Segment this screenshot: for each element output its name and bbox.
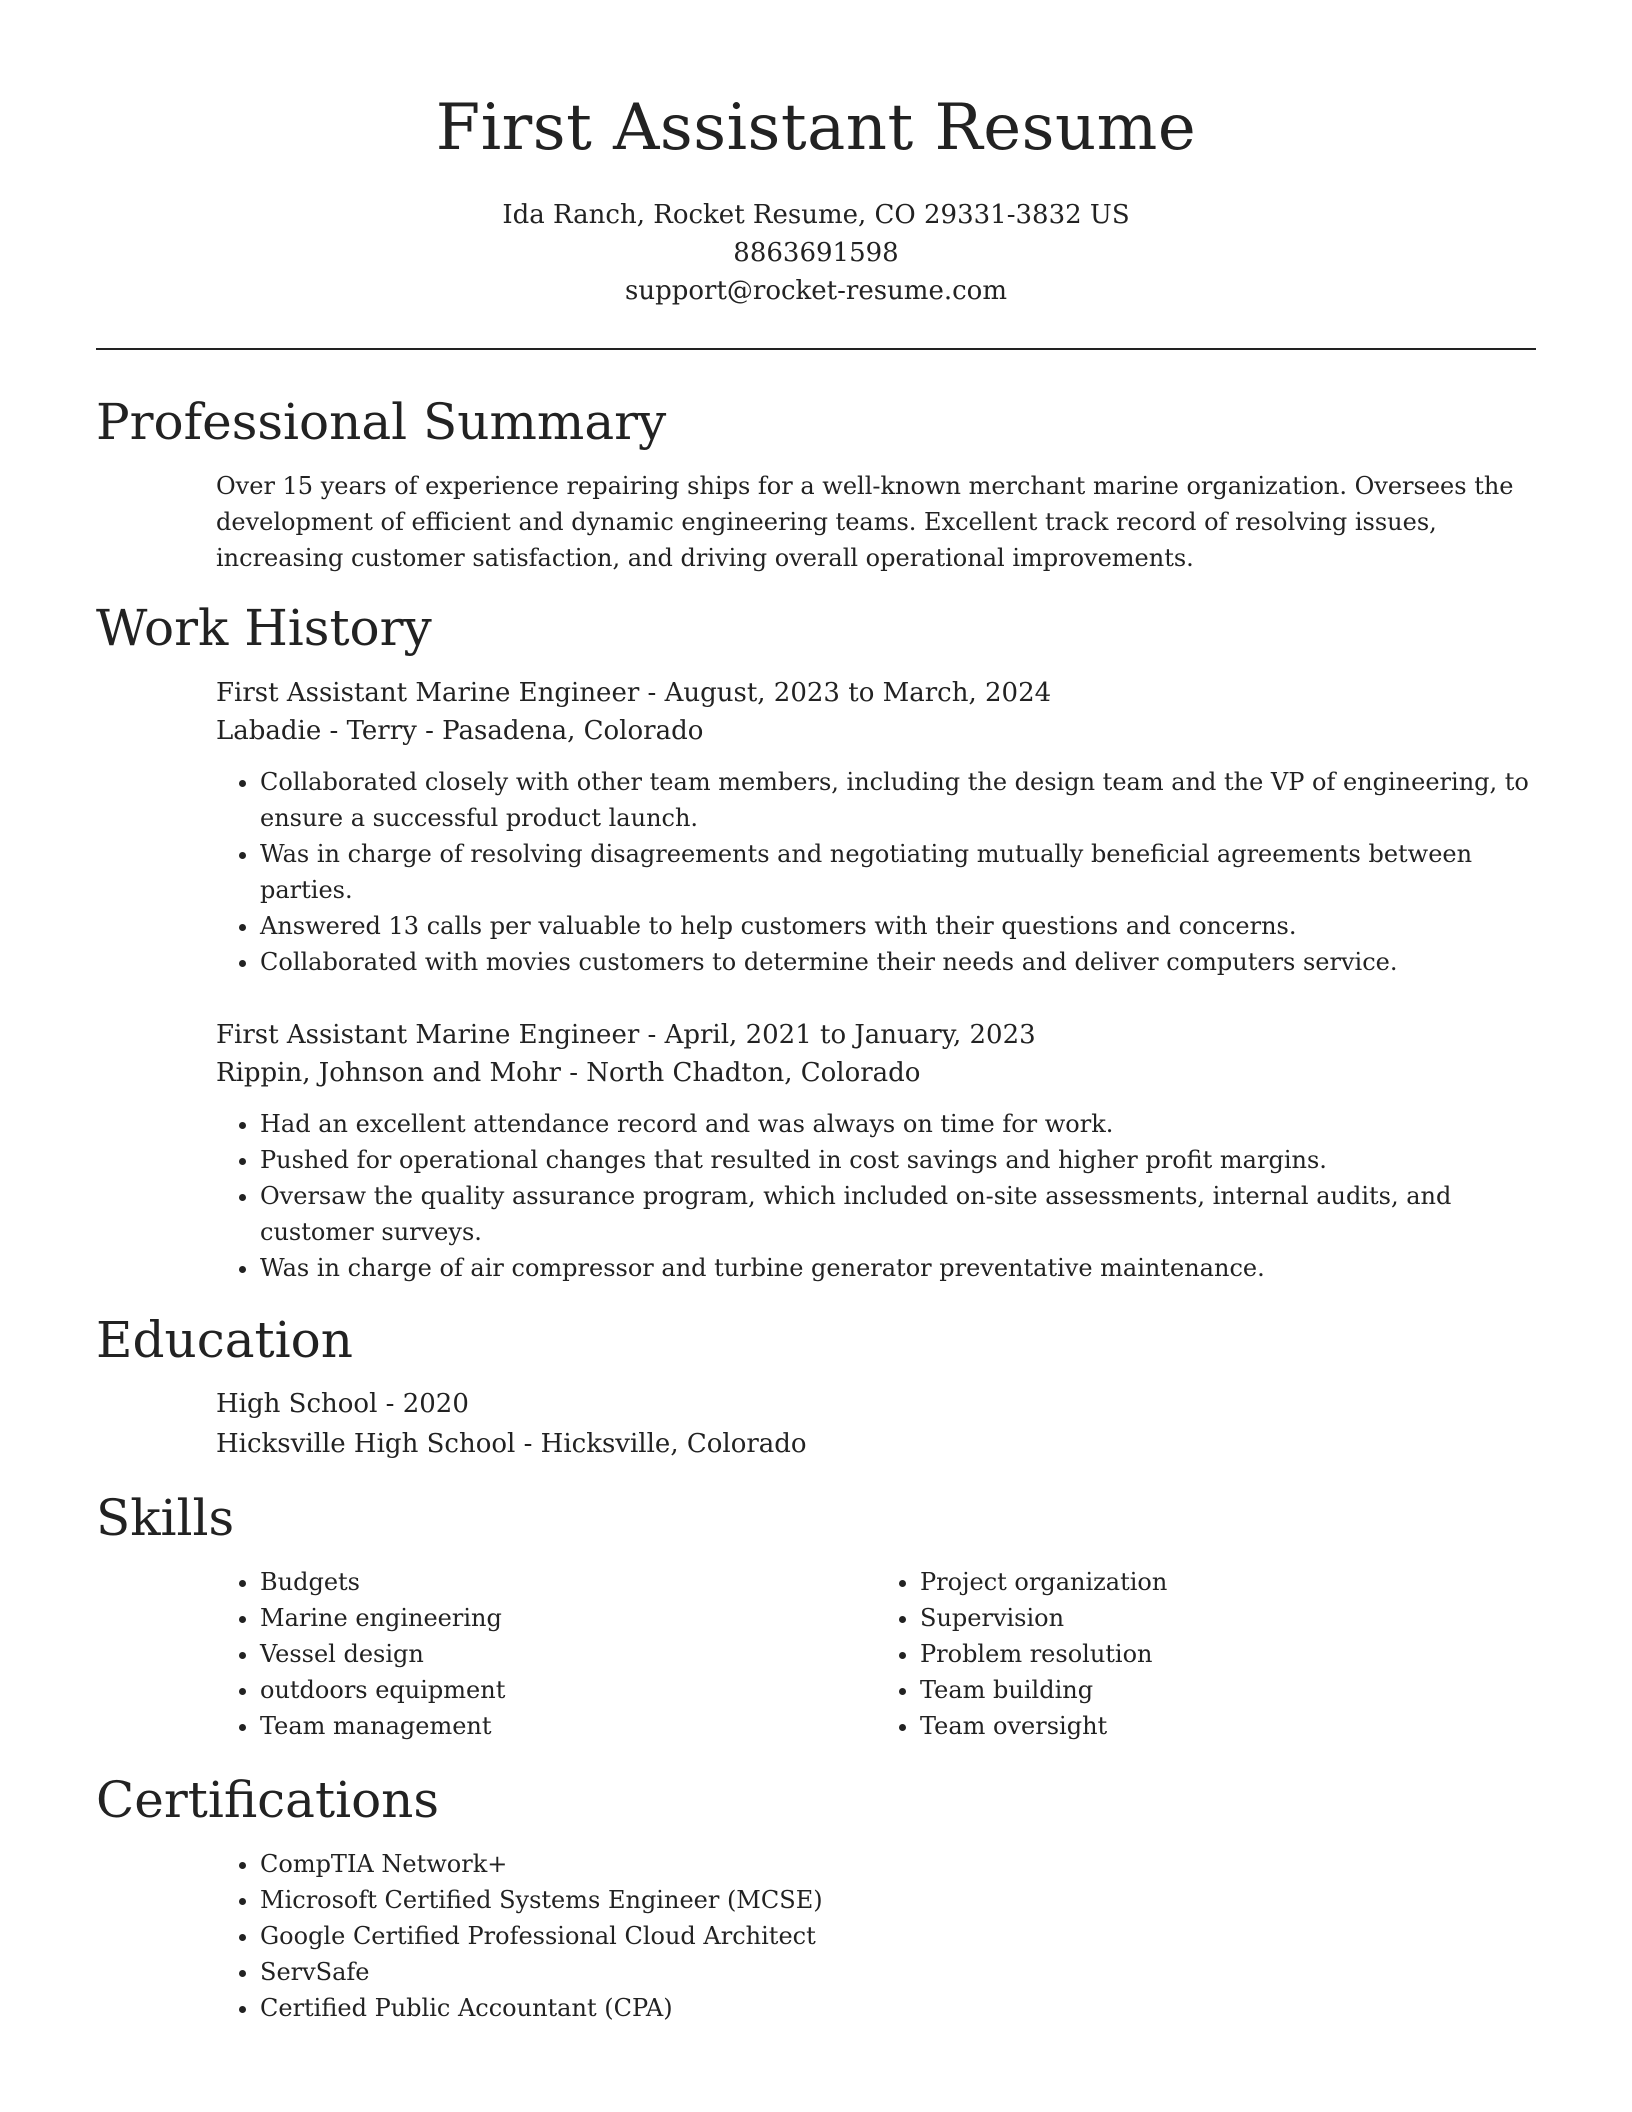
contact-address: Ida Ranch, Rocket Resume, CO 29331-3832 US [502,200,1130,230]
job-bullet: • Was in charge of resolving disagreements and negotiating mutually beneficial agreements between parties. [260,836,1536,908]
skill-item: • Marine engineering [260,1600,876,1636]
work-history-heading: Work History [96,599,432,657]
job-entry [216,1016,1536,1286]
certifications-body [216,1846,1536,2026]
job-company-line [216,1054,1536,1092]
education-degree: High School [216,1389,378,1419]
skills-list-left [216,1564,876,1744]
skill-item: • outdoors equipment [260,1672,876,1708]
education-year: - 2020 [377,1389,469,1419]
skill-item: • Team oversight [920,1708,1536,1744]
work-history-body [216,674,1536,1286]
job-dates: - April, 2021 to January, 2023 [639,1020,1036,1050]
job-title-line [216,674,1536,712]
job-title: First Assistant Marine Engineer [216,678,640,708]
summary-section [96,390,1536,576]
education-entry [216,1384,1536,1464]
certification-item: • Certified Public Accountant (CPA) [260,1990,1536,2026]
work-history-section [96,596,1536,1286]
skill-item: • Problem resolution [920,1636,1536,1672]
job-company: Labadie - Terry [216,716,417,746]
job-bullet: • Collaborated with movies customers to determine their needs and deliver computers service. [260,944,1536,980]
skills-body [216,1564,1536,1744]
skill-item: • Project organization [920,1564,1536,1600]
contact-info [96,196,1536,310]
job-location: - North Chadton, Colorado [560,1058,921,1088]
summary-text: Over 15 years of experience repairing ships for a well-known merchant marine organization. Oversees the development of efficient and dynamic engineering teams. Excellent track record of resolving issues, increasing customer satisfaction, and driving overall operational improvements. [216,472,1514,572]
job-header [216,674,1536,750]
skill-item: • Vessel design [260,1636,876,1672]
resume-header [96,0,1536,350]
education-school: Hicksville High School [216,1429,516,1459]
resume-page [96,0,1536,2026]
certification-item: • Microsoft Certified Systems Engineer (MCSE) [260,1882,1536,1918]
job-title: First Assistant Marine Engineer [216,1020,640,1050]
header-divider [96,348,1536,350]
skill-item: • Team building [920,1672,1536,1708]
job-bullet: • Had an excellent attendance record and was always on time for work. [260,1106,1536,1142]
job-location: - Pasadena, Colorado [416,716,704,746]
job-dates: - August, 2023 to March, 2024 [639,678,1052,708]
certifications-list [216,1846,1536,2026]
job-entry [216,674,1536,980]
job-bullet: • Oversaw the quality assurance program, which included on-site assessments, internal audits, and customer surveys. [260,1178,1536,1250]
job-bullet: • Pushed for operational changes that resulted in cost savings and higher profit margins. [260,1142,1536,1178]
certifications-section [96,1768,1536,2026]
contact-phone: 8863691598 [733,238,899,268]
job-company-line [216,712,1536,750]
summary-heading: Professional Summary [96,393,667,451]
certification-item: • CompTIA Network+ [260,1846,1536,1882]
job-title-line [216,1016,1536,1054]
education-location: - Hicksville, Colorado [515,1429,807,1459]
education-section [96,1308,1536,1464]
skills-section [96,1486,1536,1744]
job-header [216,1016,1536,1092]
skill-item: • Supervision [920,1600,1536,1636]
job-bullet: • Collaborated closely with other team members, including the design team and the VP of engineering, to ensure a successful product launch. [260,764,1536,836]
job-bullets [216,1106,1536,1286]
education-degree-line [216,1384,1536,1424]
job-bullet: • Answered 13 calls per valuable to help customers with their questions and concerns. [260,908,1536,944]
skills-heading: Skills [96,1489,235,1547]
job-bullet: • Was in charge of air compressor and turbine generator preventative maintenance. [260,1250,1536,1286]
skills-list-right [876,1564,1536,1744]
job-bullets [216,764,1536,980]
resume-title: First Assistant Resume [435,91,1197,165]
job-company: Rippin, Johnson and Mohr [216,1058,561,1088]
skill-item: • Budgets [260,1564,876,1600]
contact-email: support@rocket-resume.com [624,276,1007,306]
certification-item: • ServSafe [260,1954,1536,1990]
education-heading: Education [96,1311,353,1369]
certifications-heading: Certifications [96,1771,440,1829]
certification-item: • Google Certified Professional Cloud Architect [260,1918,1536,1954]
skills-grid [216,1564,1536,1744]
education-school-line [216,1424,1536,1464]
skill-item: • Team management [260,1708,876,1744]
